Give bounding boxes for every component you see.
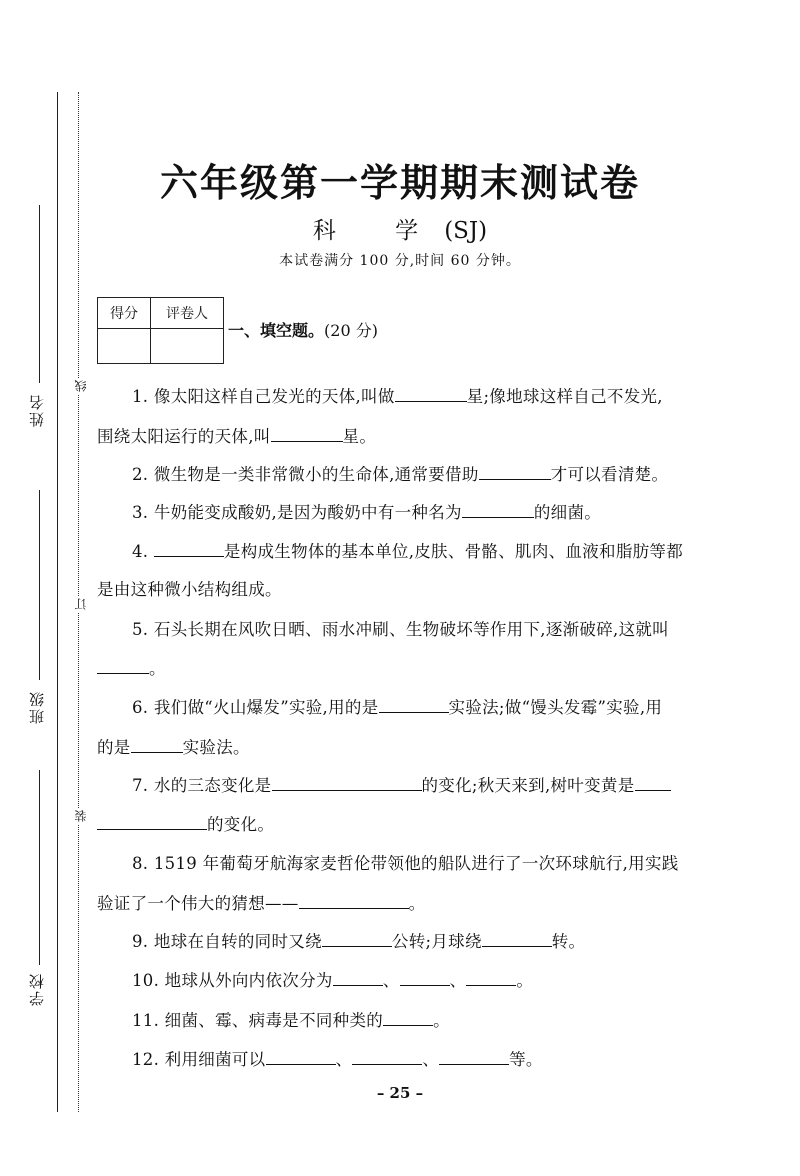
q4-text-b: 是构成生物体的基本单位,皮肤、骨骼、肌肉、血液和脂肪等都 bbox=[223, 542, 684, 561]
question-4 bbox=[97, 538, 775, 562]
question-3 bbox=[97, 499, 775, 523]
q6-text-b: 实验法;做“馒头发霉”实验,用 bbox=[448, 698, 663, 717]
answer-blank[interactable] bbox=[272, 776, 422, 791]
q6-text-c: 的是 bbox=[97, 738, 131, 757]
binding-mark-bind: 装 bbox=[74, 810, 88, 822]
question-9 bbox=[97, 928, 775, 952]
section-points: (20 分) bbox=[324, 321, 378, 340]
answer-blank[interactable] bbox=[352, 1050, 422, 1065]
q2-text-a: 2. 微生物是一类非常微小的生命体,通常要借助 bbox=[132, 465, 479, 484]
question-7 bbox=[97, 772, 775, 796]
binding-solid-line bbox=[57, 92, 58, 1112]
q10-text-end: 。 bbox=[516, 971, 534, 990]
answer-blank[interactable] bbox=[383, 1011, 433, 1026]
binding-mark-order: 订 bbox=[74, 598, 88, 610]
q1-text-d: 星。 bbox=[342, 427, 377, 446]
q4-text-a: 4. bbox=[132, 542, 149, 561]
q6-text-d: 实验法。 bbox=[182, 738, 250, 757]
answer-blank[interactable] bbox=[271, 427, 343, 442]
answer-blank[interactable] bbox=[322, 932, 392, 947]
question-2 bbox=[97, 461, 775, 485]
q10-text-a: 10. 地球从外向内依次分为 bbox=[132, 971, 333, 990]
q7-text-c: 的变化。 bbox=[207, 815, 275, 834]
question-8 bbox=[97, 850, 775, 874]
subject-name: 科 学 bbox=[312, 218, 445, 244]
q12-separator: 、 bbox=[335, 1050, 353, 1069]
answer-blank[interactable] bbox=[97, 659, 149, 674]
answer-blank[interactable] bbox=[266, 1050, 336, 1065]
answer-blank[interactable] bbox=[131, 738, 183, 753]
class-field-line bbox=[39, 490, 40, 680]
question-6 bbox=[97, 694, 775, 718]
exam-subtitle bbox=[0, 212, 800, 245]
q9-text-c: 转。 bbox=[551, 932, 586, 951]
q10-separator: 、 bbox=[382, 971, 400, 990]
q8-text-b: 验证了一个伟大的猜想—— bbox=[97, 894, 299, 913]
q2-text-b: 才可以看清楚。 bbox=[550, 465, 669, 484]
q11-text-a: 11. 细菌、霉、病毒是不同种类的 bbox=[132, 1011, 384, 1030]
subject-code: (SJ) bbox=[444, 218, 488, 244]
question-10 bbox=[97, 967, 775, 991]
school-label: 学校 bbox=[28, 972, 46, 1006]
question-1 bbox=[97, 383, 775, 407]
grader-header: 评卷人 bbox=[151, 298, 224, 329]
q4-text-c: 是由这种微小结构组成。 bbox=[97, 580, 282, 599]
answer-blank[interactable] bbox=[299, 894, 409, 909]
q12-separator: 、 bbox=[422, 1050, 440, 1069]
q12-text-a: 12. 利用细菌可以 bbox=[132, 1050, 266, 1069]
q6-text-a: 6. 我们做“火山爆发”实验,用的是 bbox=[132, 698, 379, 717]
q3-text-a: 3. 牛奶能变成酸奶,是因为酸奶中有一种名为 bbox=[132, 503, 462, 522]
question-7-cont bbox=[97, 811, 740, 835]
q1-text-a: 1. 像太阳这样自己发光的天体,叫做 bbox=[132, 387, 395, 406]
question-11 bbox=[97, 1007, 775, 1031]
q8-text-c: 。 bbox=[408, 894, 426, 913]
question-8-cont bbox=[97, 890, 740, 914]
q7-text-a: 7. 水的三态变化是 bbox=[132, 776, 272, 795]
q12-text-end: 等。 bbox=[509, 1050, 543, 1069]
question-12 bbox=[97, 1046, 775, 1070]
q5-text-a: 5. 石头长期在风吹日晒、雨水冲刷、生物破坏等作用下,逐渐破碎,这就叫 bbox=[132, 620, 669, 639]
page-number: – 25 – bbox=[376, 1084, 424, 1102]
grader-cell[interactable] bbox=[151, 329, 224, 364]
exam-note: 本试卷满分 100 分,时间 60 分钟。 bbox=[279, 253, 521, 269]
q7-text-b: 的变化;秋天来到,树叶变黄是 bbox=[421, 776, 635, 795]
school-field-line bbox=[39, 770, 40, 965]
q5-text-b: 。 bbox=[149, 659, 166, 678]
answer-blank[interactable] bbox=[466, 971, 516, 986]
score-cell[interactable] bbox=[98, 329, 151, 364]
name-label: 姓名 bbox=[28, 393, 46, 427]
question-6-cont bbox=[97, 734, 740, 758]
answer-blank[interactable] bbox=[439, 1050, 509, 1065]
question-5-cont bbox=[97, 655, 740, 679]
answer-blank[interactable] bbox=[333, 971, 383, 986]
answer-blank[interactable] bbox=[479, 465, 551, 480]
exam-title: 六年级第一学期期末测试卷 bbox=[159, 160, 640, 205]
q9-text-b: 公转;月球绕 bbox=[391, 932, 482, 951]
class-label: 班级 bbox=[28, 690, 46, 724]
q1-text-c: 围绕太阳运行的天体,叫 bbox=[97, 427, 271, 446]
answer-blank[interactable] bbox=[462, 503, 534, 518]
section-heading bbox=[228, 318, 378, 341]
answer-blank[interactable] bbox=[635, 776, 671, 791]
q3-text-b: 的细菌。 bbox=[533, 503, 602, 522]
answer-blank[interactable] bbox=[97, 815, 207, 830]
score-header: 得分 bbox=[98, 298, 151, 329]
answer-blank[interactable] bbox=[395, 387, 467, 402]
section-title: 一、填空题。 bbox=[228, 321, 325, 340]
answer-blank[interactable] bbox=[482, 932, 552, 947]
question-5 bbox=[97, 616, 775, 640]
answer-blank[interactable] bbox=[379, 698, 449, 713]
q11-text-b: 。 bbox=[433, 1011, 450, 1030]
q8-text-a: 8. 1519 年葡萄牙航海家麦哲伦带领他的船队进行了一次环球航行,用实践 bbox=[132, 854, 679, 873]
question-4-cont bbox=[97, 576, 740, 600]
q9-text-a: 9. 地球在自转的同时又绕 bbox=[132, 932, 322, 951]
answer-blank[interactable] bbox=[154, 542, 224, 557]
q10-separator: 、 bbox=[449, 971, 467, 990]
q1-text-b: 星;像地球这样自己不发光, bbox=[466, 387, 663, 406]
binding-mark-line: 线 bbox=[74, 380, 88, 392]
score-table bbox=[97, 297, 224, 364]
answer-blank[interactable] bbox=[400, 971, 450, 986]
question-1-cont bbox=[97, 423, 740, 447]
